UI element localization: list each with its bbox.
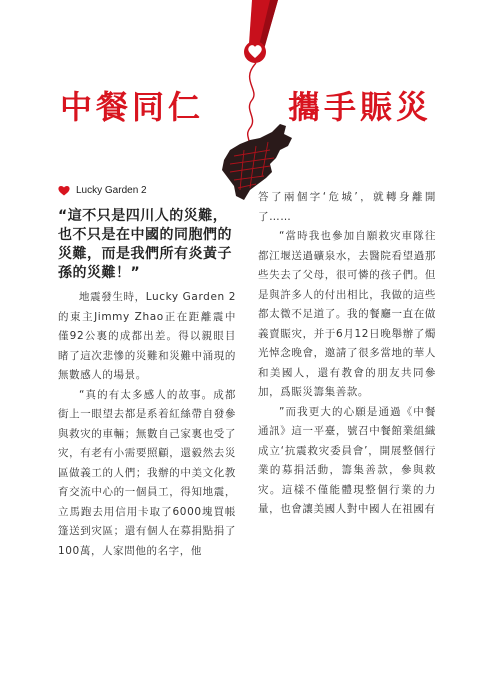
paragraph: 地震發生時，Lucky Garden 2的東主Jimmy Zhao正在距離震中僅92公裏的成都出差。得以親眼目睹了這次悲慘的災難和災難中涌現的無數感人的場景。 <box>58 291 236 381</box>
paragraph-continuation: 答了兩個字‘危城’，就轉身離開了…… <box>258 191 436 223</box>
heart-icon <box>58 185 70 196</box>
paragraph: “真的有太多感人的故事。成都街上一眼望去都是系着紅絲帶自發參與救灾的車輛；無數自己家裏也受了灾，有老有小需要照顧，還毅然去災區做義工的人們；我辦的中美文化教育交流中心的一個員工，得知地震，立馬跑去用信用卡取了6000塊買帳篷送到灾區；還有個人在募捐點捐了100萬，人家問他的名字，他 <box>58 388 236 557</box>
paragraph: “當時我也參加自願救灾車隊往都江堰送過礦泉水，去醫院看望過那些失去了父母，很可憐的孩子們。但是與許多人的付出相比，我做的這些都太微不足道了。我的餐廳一直在做義賣賑灾，并于6月12日晚舉辦了燭光悼念晚會，邀請了很多當地的華人和美國人，還有教會的朋友共同參加，爲賑災籌集善款。 <box>258 230 436 398</box>
paragraph: ”而我更大的心願是通過《中餐通訊》這一平臺，號召中餐館業組織成立‘抗震救灾委員會’，開展整個行業的募捐活動，籌集善款，參與救灾。這樣不僅能體現整個行業的力量，也會讓美國人對中國人在祖國有 <box>258 405 436 515</box>
red-thread <box>248 63 256 146</box>
body-column-left <box>58 288 236 561</box>
pull-quote: “這不只是四川人的災難，也不只是在中國的同胞們的災難，而是我們所有炎黃子孫的災難！” <box>58 208 232 281</box>
body-column-right <box>258 188 436 520</box>
byline <box>58 185 147 196</box>
byline-author: Lucky Garden 2 <box>76 185 147 196</box>
title-right: 攜手賑災 <box>288 88 433 126</box>
title-left: 中餐同仁 <box>60 88 205 126</box>
